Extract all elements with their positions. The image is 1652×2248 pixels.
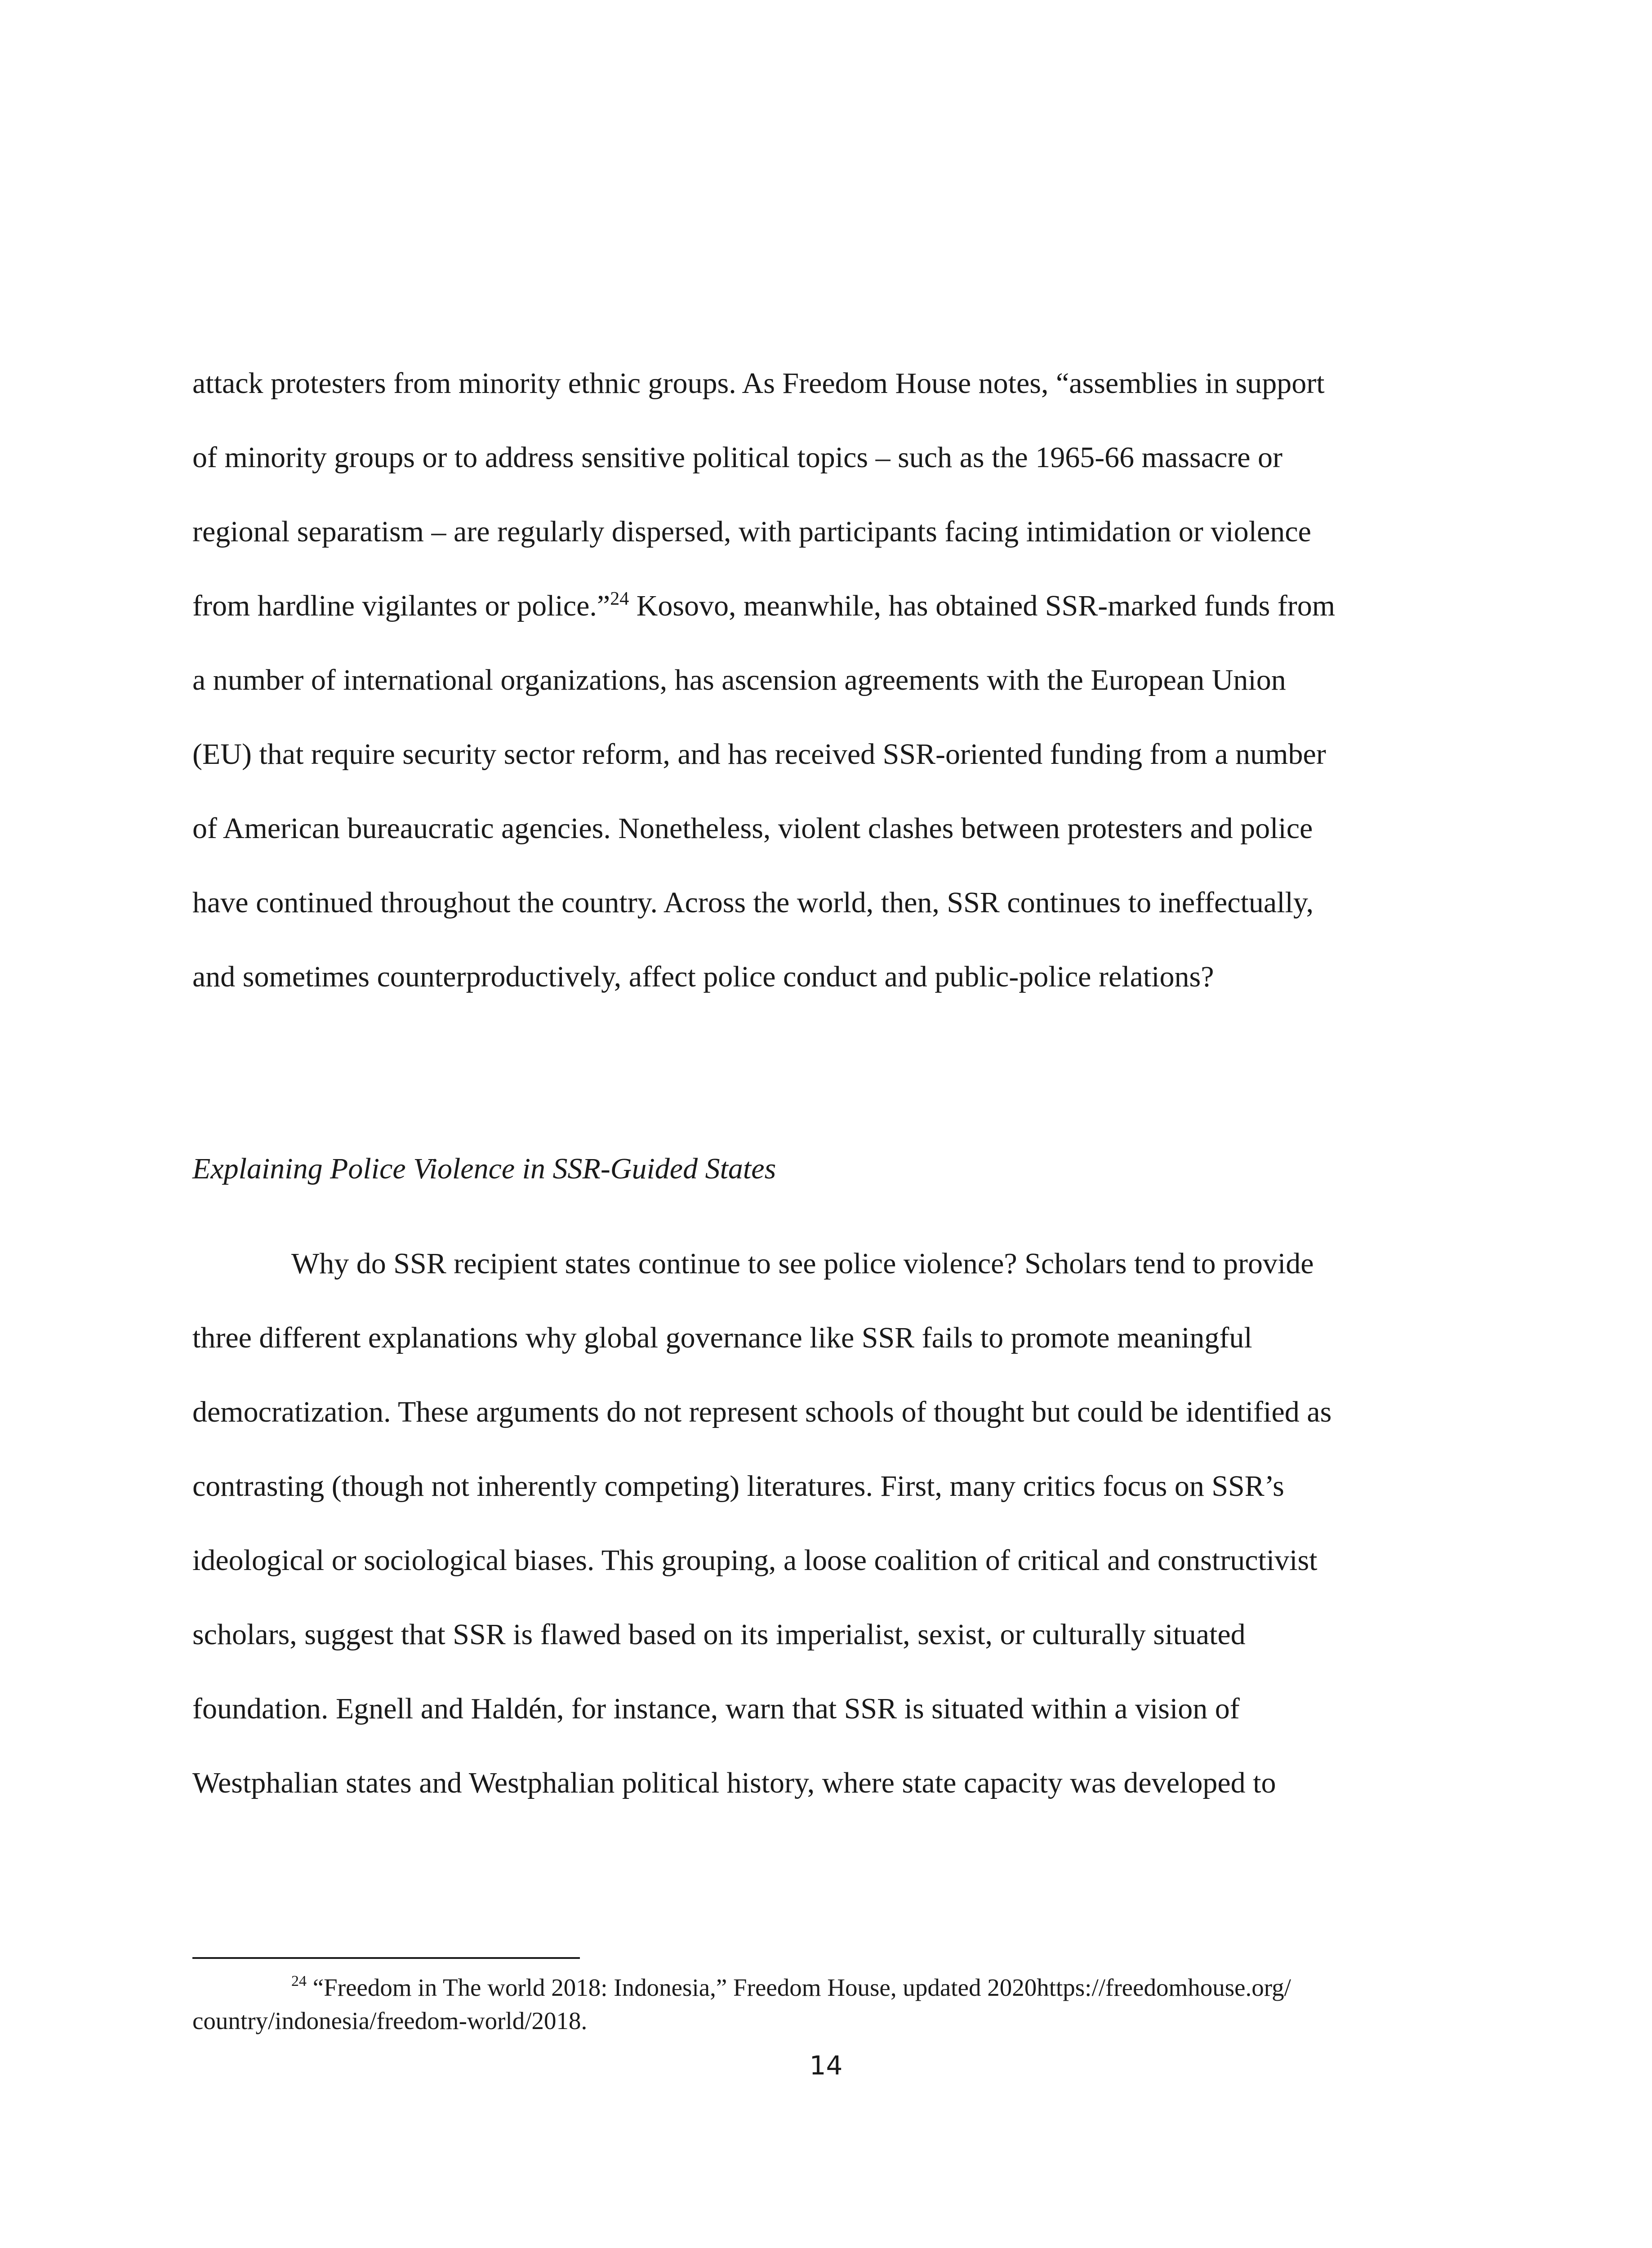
body-text-line: democratization. These arguments do not represent schools of thought but could be identified as: [192, 1396, 1332, 1428]
body-text-segment: Kosovo, meanwhile, has obtained SSR-marked funds from: [629, 589, 1336, 622]
body-text-line: Why do SSR recipient states continue to see police violence? Scholars tend to provide: [291, 1247, 1314, 1280]
body-text-line: of minority groups or to address sensitive political topics – such as the 1965-66 massacre or: [192, 441, 1283, 474]
footnote-number: 24: [291, 1973, 307, 1989]
body-text-segment: from hardline vigilantes or police.”: [192, 589, 610, 622]
body-text-line: [192, 591, 1335, 621]
body-text-line: foundation. Egnell and Haldén, for instance, warn that SSR is situated within a vision of: [192, 1692, 1240, 1725]
body-text-line: contrasting (though not inherently competing) literatures. First, many critics focus on SSR’s: [192, 1470, 1284, 1503]
footnote-reference: 24: [610, 589, 629, 609]
body-text-line: three different explanations why global governance like SSR fails to promote meaningful: [192, 1321, 1252, 1354]
footnote-text-segment: “Freedom in The world 2018: Indonesia,” Freedom House, updated 2020https://freedomhouse.org/: [307, 1974, 1291, 2001]
body-text-line: Westphalian states and Westphalian political history, where state capacity was developed to: [192, 1766, 1276, 1799]
page-number: 14: [809, 2050, 843, 2081]
body-text-line: scholars, suggest that SSR is flawed based on its imperialist, sexist, or culturally situated: [192, 1618, 1246, 1651]
section-heading: Explaining Police Violence in SSR-Guided States: [192, 1152, 776, 1185]
body-text-line: regional separatism – are regularly dispersed, with participants facing intimidation or violence: [192, 515, 1311, 548]
body-text-line: of American bureaucratic agencies. Nonetheless, violent clashes between protesters and police: [192, 812, 1313, 845]
body-text-line: ideological or sociological biases. This grouping, a loose coalition of critical and constructivist: [192, 1544, 1318, 1577]
body-text-line: a number of international organizations, has ascension agreements with the European Union: [192, 664, 1286, 696]
footnote-separator: [192, 1957, 580, 1959]
footnote-text-line: country/indonesia/freedom-world/2018.: [192, 2007, 588, 2034]
body-text-line: and sometimes counterproductively, affect police conduct and public-police relations?: [192, 960, 1214, 993]
body-text-line: attack protesters from minority ethnic groups. As Freedom House notes, “assemblies in support: [192, 367, 1325, 400]
footnote-text-line: [291, 1975, 1291, 2000]
body-text-line: (EU) that require security sector reform, and has received SSR-oriented funding from a number: [192, 738, 1326, 771]
body-text-line: have continued throughout the country. Across the world, then, SSR continues to ineffectually,: [192, 886, 1314, 919]
